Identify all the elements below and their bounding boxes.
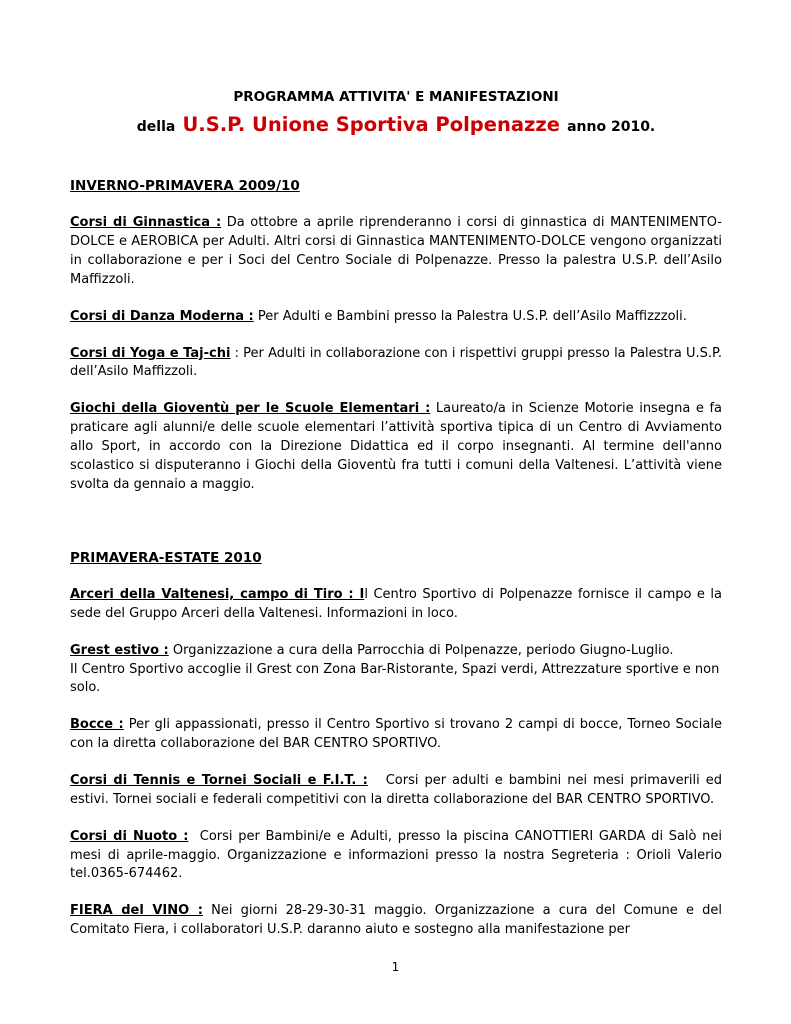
title-anno: anno 2010.: [567, 118, 656, 135]
paragraph-arceri-valtenesi: [70, 586, 722, 624]
paragraph-label: Giochi della Gioventù per le Scuole Elementari :: [70, 401, 431, 417]
paragraph-text: Per gli appassionati, presso il Centro Sportivo si trovano 2 campi di bocce, Torneo Sociale con la diretta collaborazione del BAR CENTRO SPORTIVO.: [70, 717, 722, 752]
paragraph-text-line2: Il Centro Sportivo accoglie il Grest con Zona Bar-Ristorante, Spazi verdi, Attrezzature sportive e non solo.: [70, 661, 720, 696]
document-title-block: [70, 88, 722, 139]
paragraph-label: Corsi di Ginnastica :: [70, 215, 222, 231]
title-della: della: [136, 118, 176, 135]
paragraph-text: : Per Adulti in collaborazione con i rispettivi gruppi presso la Palestra U.S.P. dell’Asilo Maffizzoli.: [70, 345, 722, 380]
paragraph-label: Corsi di Yoga e Taj-chi: [70, 345, 231, 361]
paragraph-text: Organizzazione a cura della Parrocchia di Polpenazze, periodo Giugno-Luglio.: [172, 642, 674, 658]
paragraph-label: Grest estivo :: [70, 642, 169, 658]
title-line2: [70, 111, 722, 139]
paragraph-label: Corsi di Tennis e Tornei Sociali e F.I.T. :: [70, 772, 368, 788]
paragraph-giochi-gioventu: [70, 400, 722, 494]
section-heading-inverno-primavera: INVERNO-PRIMAVERA 2009/10: [70, 177, 300, 194]
paragraph-corsi-ginnastica: [70, 214, 722, 289]
paragraph-text: Corsi per Bambini/e e Adulti, presso la piscina CANOTTIERI GARDA di Salò nei mesi di aprile-maggio. Organizzazione e informazioni presso la nostra Segreteria : Orioli Valerio tel.0365-674462.: [70, 828, 723, 882]
paragraph-text: Corsi per adulti e bambini nei mesi primaverili ed estivi. Tornei sociali e federali competitivi con la diretta collaborazione del BAR CENTRO SPORTIVO.: [70, 772, 722, 807]
paragraph-label: FIERA del VINO :: [70, 903, 203, 919]
paragraph-grest-estivo: [70, 642, 722, 661]
paragraph-text: Laureato/a in Scienze Motorie insegna e fa praticare agli alunni/e delle scuole elementari l’attività sportiva tipica di un Centro di Avviamento allo Sport, in accordo con la Direzione Didattica ed il corpo insegnanti. Al termine dell'anno scolastico si disputeranno i Giochi della Gioventù fra tutti i comuni della Valtenesi. L’attività viene svolta da gennaio a maggio.: [70, 401, 722, 492]
section-heading-primavera-estate: PRIMAVERA-ESTATE 2010: [70, 549, 262, 566]
paragraph-text: Nei giorni 28-29-30-31 maggio. Organizzazione a cura del Comune e del Comitato Fiera, i collaboratori U.S.P. daranno aiuto e sostegno alla manifestazione per: [70, 903, 722, 938]
paragraph-bocce: [70, 716, 722, 754]
paragraph-label: Corsi di Nuoto :: [70, 828, 189, 844]
paragraph-corsi-yoga: [70, 345, 722, 383]
paragraph-corsi-nuoto: [70, 828, 722, 885]
paragraph-text: Da ottobre a aprile riprenderanno i corsi di ginnastica di MANTENIMENTO- DOLCE e AEROBICA per Adulti. Altri corsi di Ginnastica MANTENIMENTO-DOLCE vengono organizzati in collaborazione e per i Soci del Centro Sociale di Polpenazze. Presso la palestra U.S.P. dell’Asilo Maffizzoli.: [70, 215, 722, 287]
paragraph-label: Arceri della Valtenesi, campo di Tiro : I: [70, 587, 365, 603]
page-number: 1: [391, 959, 400, 974]
paragraph-label: Bocce :: [70, 717, 124, 733]
title-org-name: U.S.P. Unione Sportiva Polpenazze: [182, 112, 560, 136]
paragraph-corsi-tennis: [70, 772, 722, 810]
paragraph-label: Corsi di Danza Moderna :: [70, 308, 254, 324]
paragraph-corsi-danza: [70, 308, 722, 327]
paragraph-text: l Centro Sportivo di Polpenazze fornisce il campo e la sede del Gruppo Arceri della Valtenesi. Informazioni in loco.: [70, 587, 722, 621]
title-line1: PROGRAMMA ATTIVITA' E MANIFESTAZIONI: [233, 89, 559, 105]
paragraph-fiera-vino: [70, 902, 722, 940]
paragraph-text: Per Adulti e Bambini presso la Palestra U.S.P. dell’Asilo Maffizzzoli.: [257, 308, 687, 324]
